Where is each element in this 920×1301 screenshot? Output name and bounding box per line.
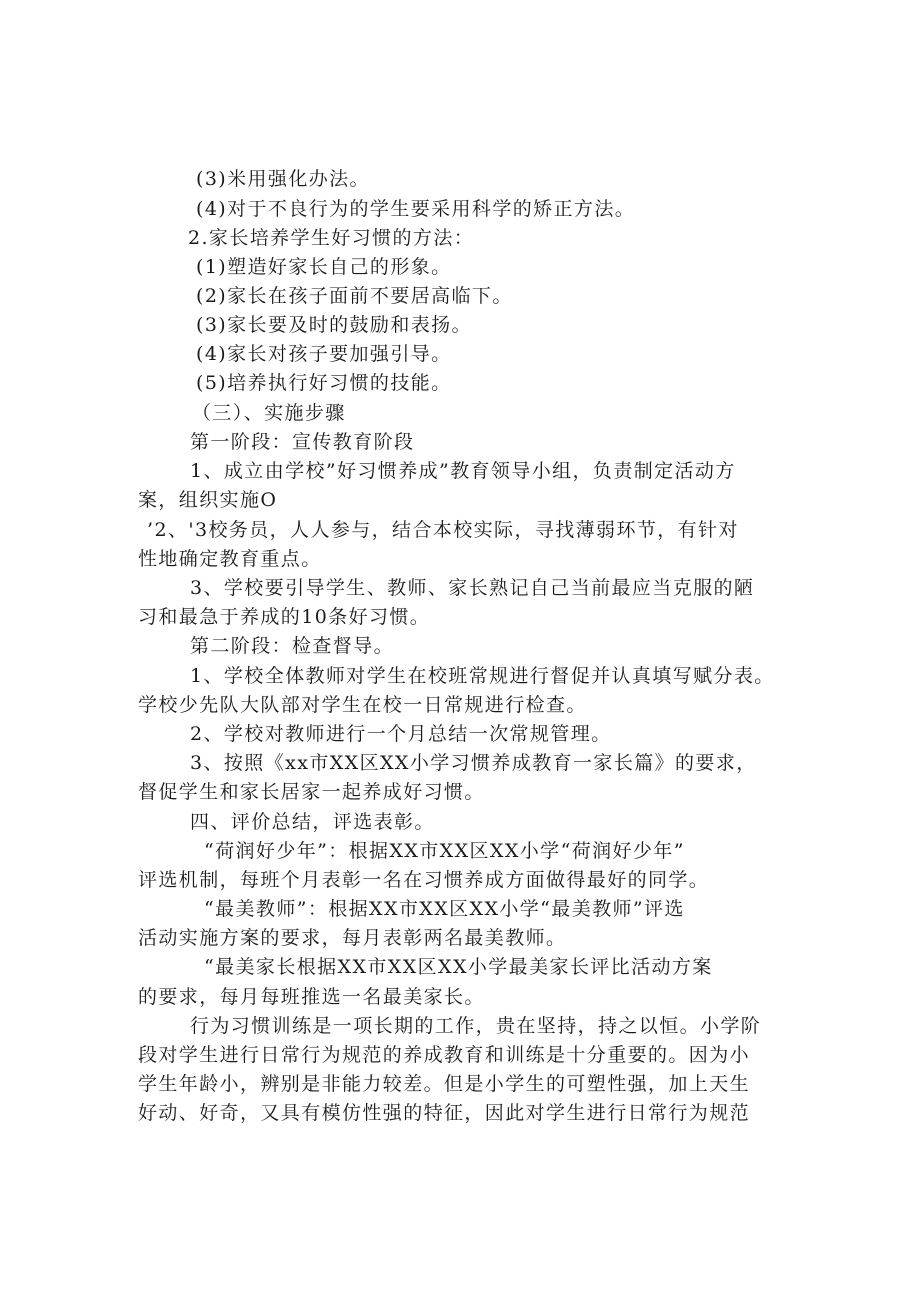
phase-2-paragraph-2: 2、学校对教师进行一个月总结一次常规管理。: [190, 723, 612, 745]
closing-paragraph-line-4: 好动、好奇，又具有模仿性强的特征，因此对学生进行日常行为规范: [138, 1102, 751, 1124]
award-student-paragraph: “荷润好少年”：根据XX市XX区XX小学“荷润好少年”: [204, 840, 685, 862]
phase-1-paragraph-3-cont: 习和最急于养成的10条好习惯。: [138, 606, 431, 628]
closing-paragraph-line-3: 学生年龄小，辨别是非能力较差。但是小学生的可塑性强，加上天生: [138, 1073, 751, 1095]
phase-1-heading: 第一阶段：宣传教育阶段: [190, 431, 415, 453]
phase-2-paragraph-1-cont: 学校少先队大队部对学生在校一日常规进行检查。: [138, 694, 587, 716]
item-4-correction: (4)对于不良行为的学生要采用科学的矫正方法。: [196, 198, 636, 220]
phase-2-paragraph-3-cont: 督促学生和家长居家一起养成好习惯。: [138, 781, 485, 803]
section-heading-evaluation: 四、评价总结，评选表彰。: [190, 811, 435, 833]
phase-2-heading: 第二阶段：检查督导。: [190, 635, 395, 657]
phase-1-paragraph-2-cont: 性地确定教育重点。: [138, 548, 322, 570]
phase-1-paragraph-1: 1、成立由学校”好习惯养成”教育领导小组，负责制定活动方: [190, 460, 736, 482]
parents-methods-heading: 2.家长培养学生好习惯的方法：: [188, 227, 475, 249]
phase-1-paragraph-2: ’2、'3校务员，人人参与，结合本校实际，寻找薄弱环节，有针对: [147, 519, 739, 541]
phase-2-paragraph-1: 1、学校全体教师对学生在校班常规进行督促并认真填写赋分表。: [190, 665, 775, 687]
award-parent-paragraph-cont: 的要求，每月每班推选一名最美家长。: [138, 986, 485, 1008]
closing-paragraph: 行为习惯训练是一项长期的工作，贵在坚持，持之以恒。小学阶: [190, 1015, 762, 1037]
parents-item-4: (4)家长对孩子要加强引导。: [196, 343, 452, 365]
award-student-paragraph-cont: 评选机制，每班个月表彰一名在习惯养成方面做得最好的同学。: [138, 869, 710, 891]
parents-item-2: (2)家长在孩子面前不要居高临下。: [196, 285, 513, 307]
award-teacher-paragraph-cont: 活动实施方案的要求，每月表彰两名最美教师。: [138, 927, 567, 949]
award-parent-paragraph: “最美家长根据XX市XX区XX小学最美家长评比活动方案: [204, 956, 713, 978]
award-teacher-paragraph: “最美教师”：根据XX市XX区XX小学“最美教师”评选: [204, 898, 685, 920]
phase-1-paragraph-1-cont: 案，组织实施O: [138, 489, 278, 511]
section-heading-steps: （三）、实施步骤: [192, 402, 346, 424]
phase-2-paragraph-3: 3、按照《xx市XX区XX小学习惯养成教育一家长篇》的要求，: [190, 752, 757, 774]
closing-paragraph-line-2: 段对学生进行日常行为规范的养成教育和训练是十分重要的。因为小: [138, 1044, 751, 1066]
parents-item-1: (1)塑造好家长自己的形象。: [196, 256, 452, 278]
parents-item-3: (3)家长要及时的鼓励和表扬。: [196, 314, 472, 336]
phase-1-paragraph-3: 3、学校要引导学生、教师、家长熟记自己当前最应当克服的陋: [190, 577, 755, 599]
parents-item-5: (5)培养执行好习惯的技能。: [196, 372, 452, 394]
item-3-reinforcement: (3)米用强化办法。: [196, 168, 370, 190]
